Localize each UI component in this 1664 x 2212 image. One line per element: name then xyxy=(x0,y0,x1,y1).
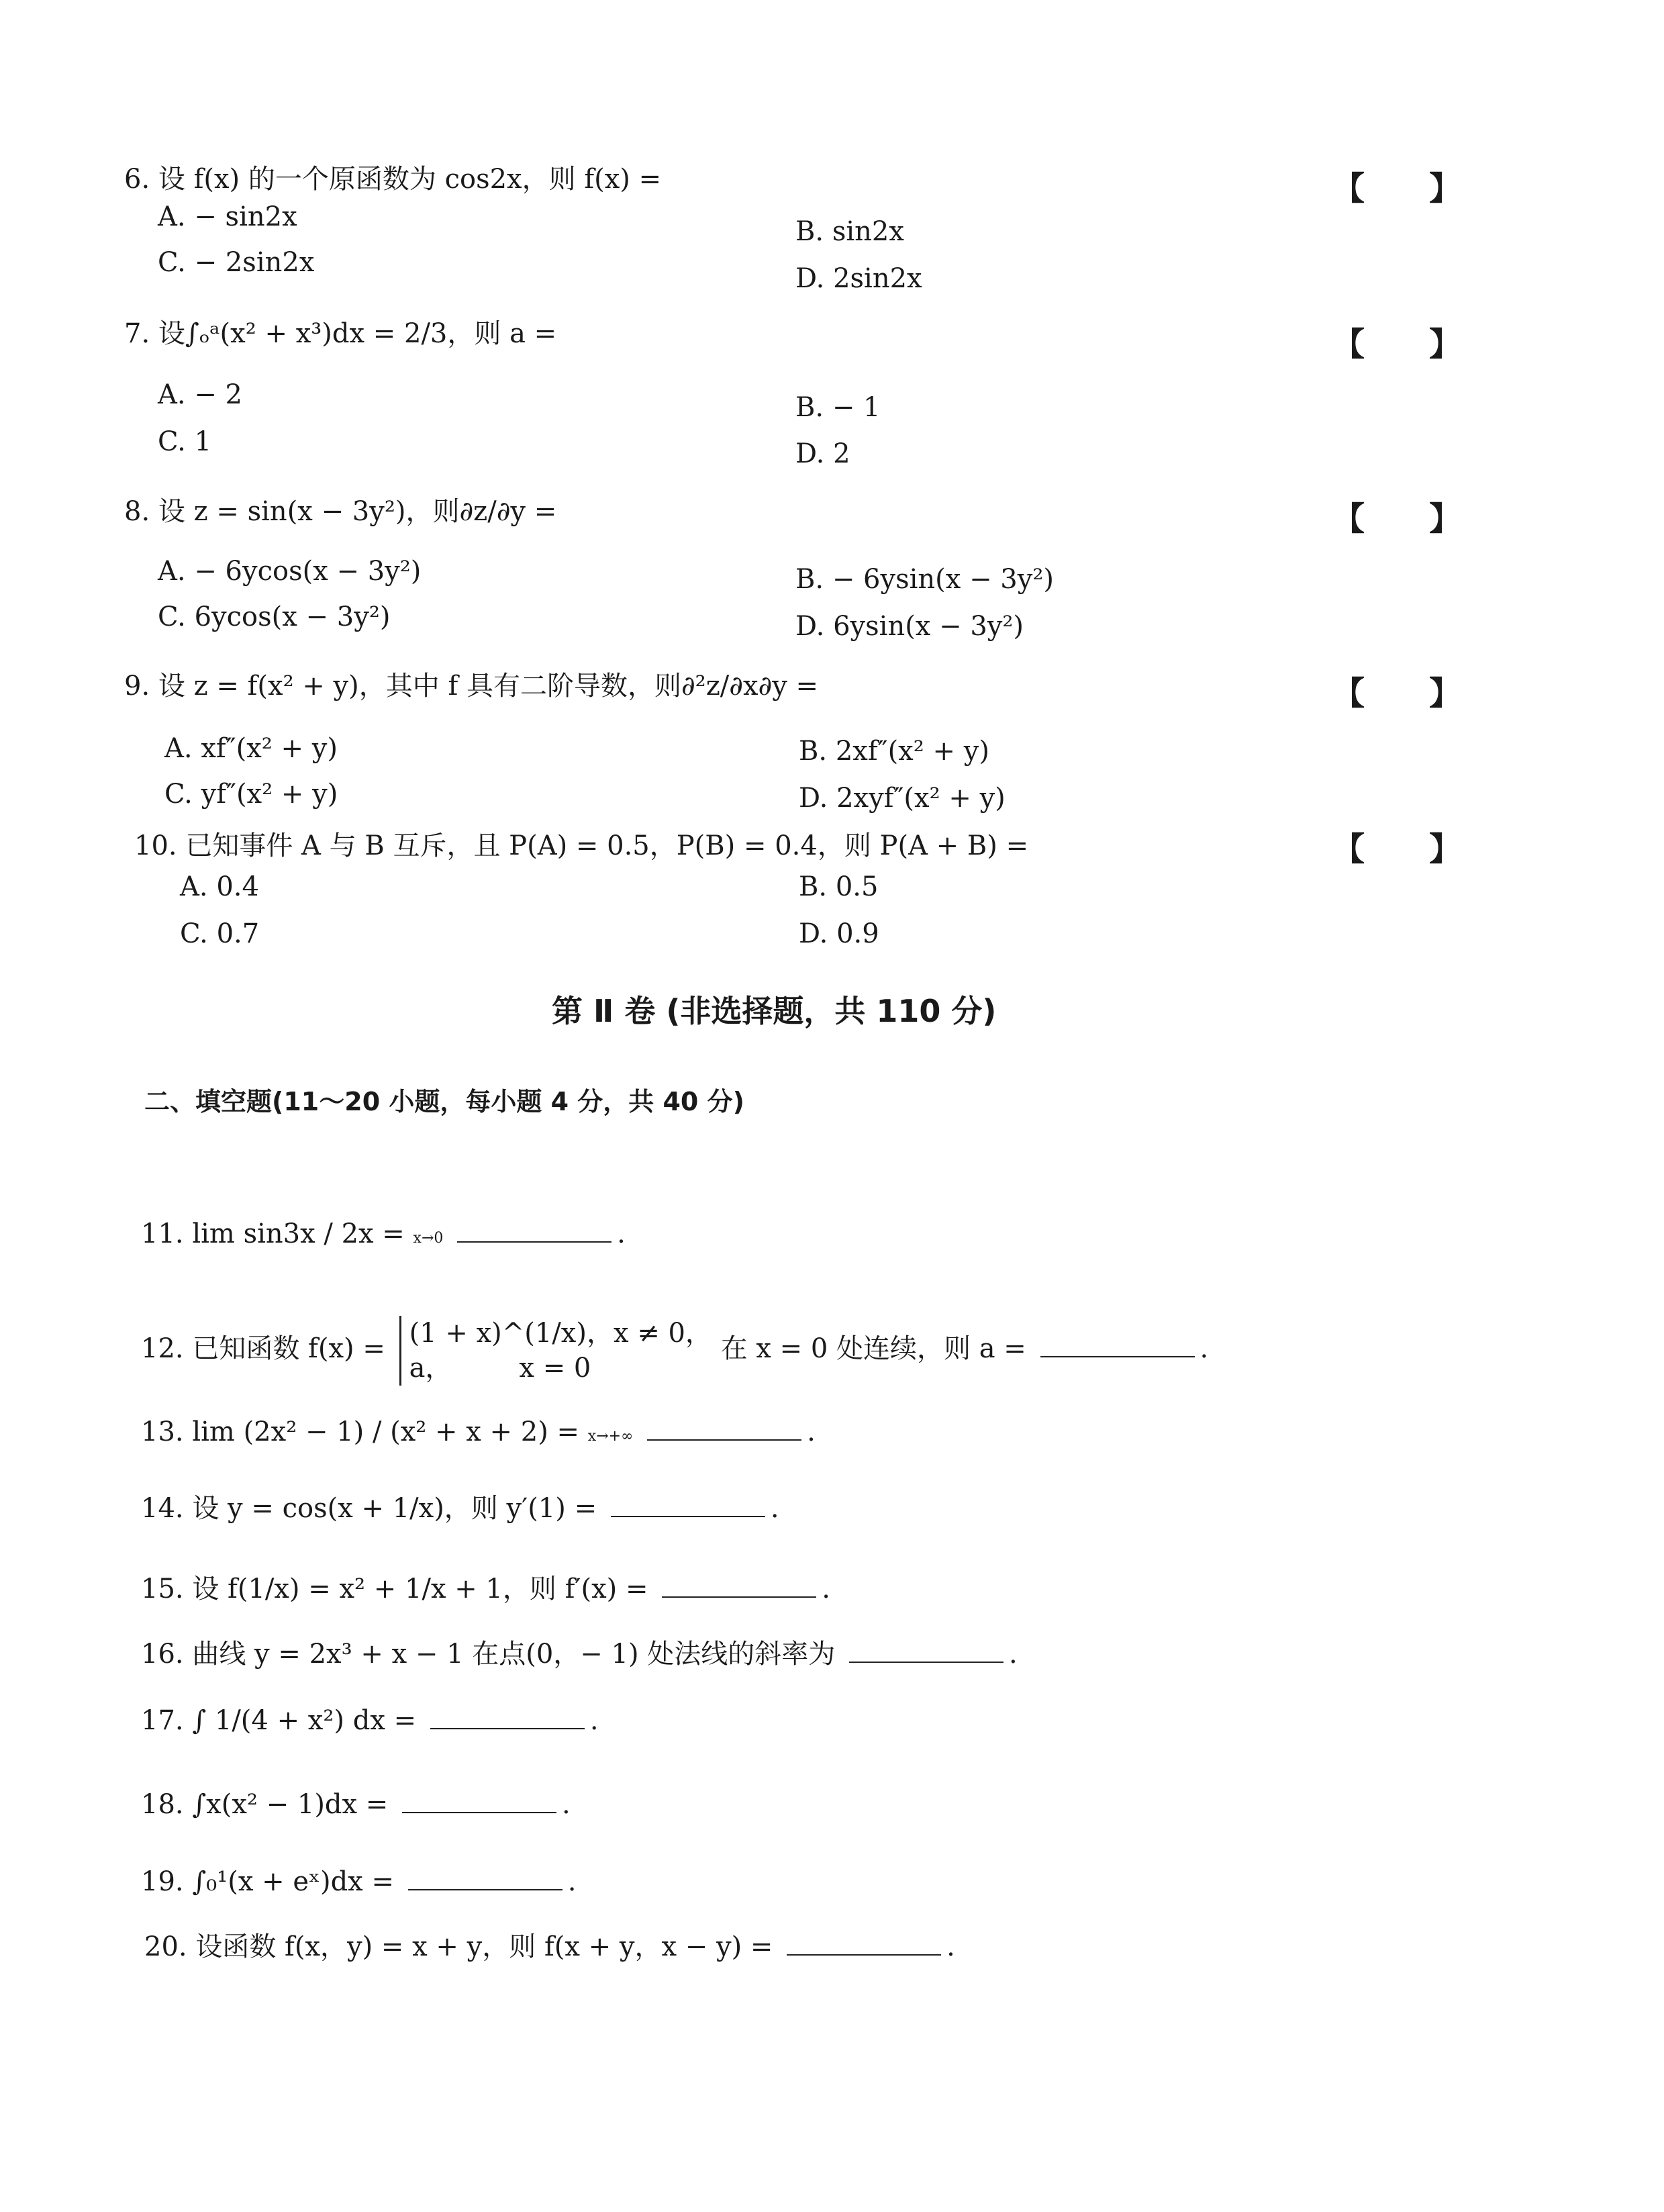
fill-item-18 xyxy=(141,1789,571,1820)
fill-item-11-answer-blank[interactable] xyxy=(457,1241,611,1243)
fill-item-15-period: . xyxy=(822,1574,830,1604)
question-9-option-d[interactable]: D. 2xyf″(x² + y) xyxy=(799,783,1006,814)
fill-item-19-answer-blank[interactable] xyxy=(408,1889,562,1890)
fill-item-12-suffix: 在 x = 0 处连续，则 a = xyxy=(720,1333,1026,1364)
fill-item-17-period: . xyxy=(589,1705,599,1736)
question-6-option-d[interactable]: D. 2sin2x xyxy=(795,263,922,294)
fill-item-13-limit-subscript: x→+∞ xyxy=(587,1428,634,1445)
question-9-option-c[interactable]: C. yf″(x² + y) xyxy=(164,779,338,810)
section-fill-in-title: 二、填空题(11～20 小题，每小题 4 分，共 40 分) xyxy=(144,1087,744,1116)
fill-item-18-text: 18. ∫x(x² − 1)dx = xyxy=(141,1789,389,1820)
fill-item-14-period: . xyxy=(770,1493,779,1524)
fill-item-20 xyxy=(144,1925,955,1964)
fill-item-15 xyxy=(141,1568,830,1606)
question-8-option-c[interactable]: C. 6ycos(x − 3y²) xyxy=(158,602,391,632)
question-7-option-b[interactable]: B. − 1 xyxy=(795,392,881,423)
question-7-option-d[interactable]: D. 2 xyxy=(795,438,850,469)
fill-item-17-text: 17. ∫ 1/(4 + x²) dx = xyxy=(141,1705,417,1736)
question-7-stem: 7. 设∫ₒᵃ(x² + x³)dx = 2/3，则 a = xyxy=(124,318,557,349)
fill-item-16-text: 16. 曲线 y = 2x³ + x − 1 在点(0，− 1) 处法线的斜率为 xyxy=(141,1639,836,1670)
fill-item-20-text: 20. 设函数 f(x，y) = x + y，则 f(x + y，x − y) = xyxy=(144,1931,773,1962)
part2-title: 第 Ⅱ 卷 (非选择题，共 110 分) xyxy=(552,993,997,1029)
question-10-option-d[interactable]: D. 0.9 xyxy=(799,918,879,949)
fill-item-12 xyxy=(141,1316,1208,1386)
fill-item-17 xyxy=(141,1705,599,1736)
fill-item-11-expression: lim sin3x / 2x = xyxy=(192,1218,405,1249)
fill-item-11-number: 11. xyxy=(141,1218,184,1249)
question-9-option-a[interactable]: A. xf″(x² + y) xyxy=(164,733,338,764)
fill-item-17-answer-blank[interactable] xyxy=(430,1728,585,1729)
fill-item-13-period: . xyxy=(807,1416,816,1447)
question-8-option-b[interactable]: B. − 6ysin(x − 3y²) xyxy=(795,564,1054,595)
question-6-option-b[interactable]: B. sin2x xyxy=(795,216,904,247)
question-8-option-a[interactable]: A. − 6ycos(x − 3y²) xyxy=(158,556,422,587)
fill-item-13 xyxy=(141,1416,816,1447)
fill-item-20-period: . xyxy=(946,1931,955,1962)
question-8-answer-bracket[interactable]: 【 】 xyxy=(1332,500,1462,538)
question-10-stem: 10. 已知事件 A 与 B 互斥，且 P(A) = 0.5，P(B) = 0.4，则 P(A + B) = xyxy=(134,830,1029,861)
question-10-option-c[interactable]: C. 0.7 xyxy=(180,918,260,949)
fill-item-13-answer-blank[interactable] xyxy=(647,1439,801,1441)
fill-item-13-number: 13. xyxy=(141,1416,184,1447)
question-6-option-a[interactable]: A. − sin2x xyxy=(158,201,297,232)
question-8-option-d[interactable]: D. 6ysin(x − 3y²) xyxy=(795,611,1024,642)
fill-item-14-answer-blank[interactable] xyxy=(611,1516,765,1517)
fill-item-19 xyxy=(141,1866,576,1897)
fill-item-19-text: 19. ∫₀¹(x + eˣ)dx = xyxy=(141,1866,394,1897)
fill-item-12-period: . xyxy=(1200,1333,1209,1364)
fill-item-11 xyxy=(141,1218,626,1249)
fill-item-15-answer-blank[interactable] xyxy=(662,1596,816,1598)
fill-item-12-case-2: a， x = 0 xyxy=(409,1353,591,1384)
fill-item-13-expression: lim (2x² − 1) / (x² + x + 2) = xyxy=(192,1416,580,1447)
fill-item-18-period: . xyxy=(562,1789,571,1820)
fill-item-12-answer-blank[interactable] xyxy=(1040,1356,1195,1357)
fill-item-16-answer-blank[interactable] xyxy=(849,1662,1004,1663)
question-9-option-b[interactable]: B. 2xf″(x² + y) xyxy=(799,736,989,767)
question-7-answer-bracket[interactable]: 【 】 xyxy=(1332,326,1462,363)
question-6-answer-bracket[interactable]: 【 】 xyxy=(1332,170,1462,207)
fill-item-16 xyxy=(141,1633,1018,1671)
question-6-stem: 6. 设 f(x) 的一个原函数为 cos2x，则 f(x) = xyxy=(124,164,662,195)
fill-item-19-period: . xyxy=(567,1866,577,1897)
question-10-option-b[interactable]: B. 0.5 xyxy=(799,871,879,902)
fill-item-11-period: . xyxy=(617,1218,626,1249)
fill-item-14-text: 14. 设 y = cos(x + 1/x)，则 y′(1) = xyxy=(141,1493,597,1524)
question-6-option-c[interactable]: C. − 2sin2x xyxy=(158,247,315,278)
question-8-stem: 8. 设 z = sin(x − 3y²)，则∂z/∂y = xyxy=(124,496,557,527)
fill-item-14 xyxy=(141,1487,779,1525)
fill-item-12-prefix: 12. 已知函数 f(x) = xyxy=(141,1333,385,1364)
fill-item-18-answer-blank[interactable] xyxy=(402,1812,556,1813)
question-9-answer-bracket[interactable]: 【 】 xyxy=(1332,675,1462,712)
fill-item-12-piecewise xyxy=(399,1316,712,1386)
fill-item-15-text: 15. 设 f(1/x) = x² + 1/x + 1，则 f′(x) = xyxy=(141,1574,648,1604)
fill-item-11-limit-subscript: x→0 xyxy=(413,1230,444,1247)
question-7-option-a[interactable]: A. − 2 xyxy=(158,379,242,410)
fill-item-20-answer-blank[interactable] xyxy=(787,1954,941,1956)
question-9-stem: 9. 设 z = f(x² + y)，其中 f 具有二阶导数，则∂²z/∂x∂y = xyxy=(124,671,819,702)
fill-item-16-period: . xyxy=(1009,1639,1018,1670)
question-7-option-c[interactable]: C. 1 xyxy=(158,426,212,457)
fill-item-12-case-1: (1 + x)^(1/x)，x ≠ 0， xyxy=(409,1318,712,1349)
question-10-option-a[interactable]: A. 0.4 xyxy=(180,871,259,902)
question-10-answer-bracket[interactable]: 【 】 xyxy=(1332,830,1462,868)
